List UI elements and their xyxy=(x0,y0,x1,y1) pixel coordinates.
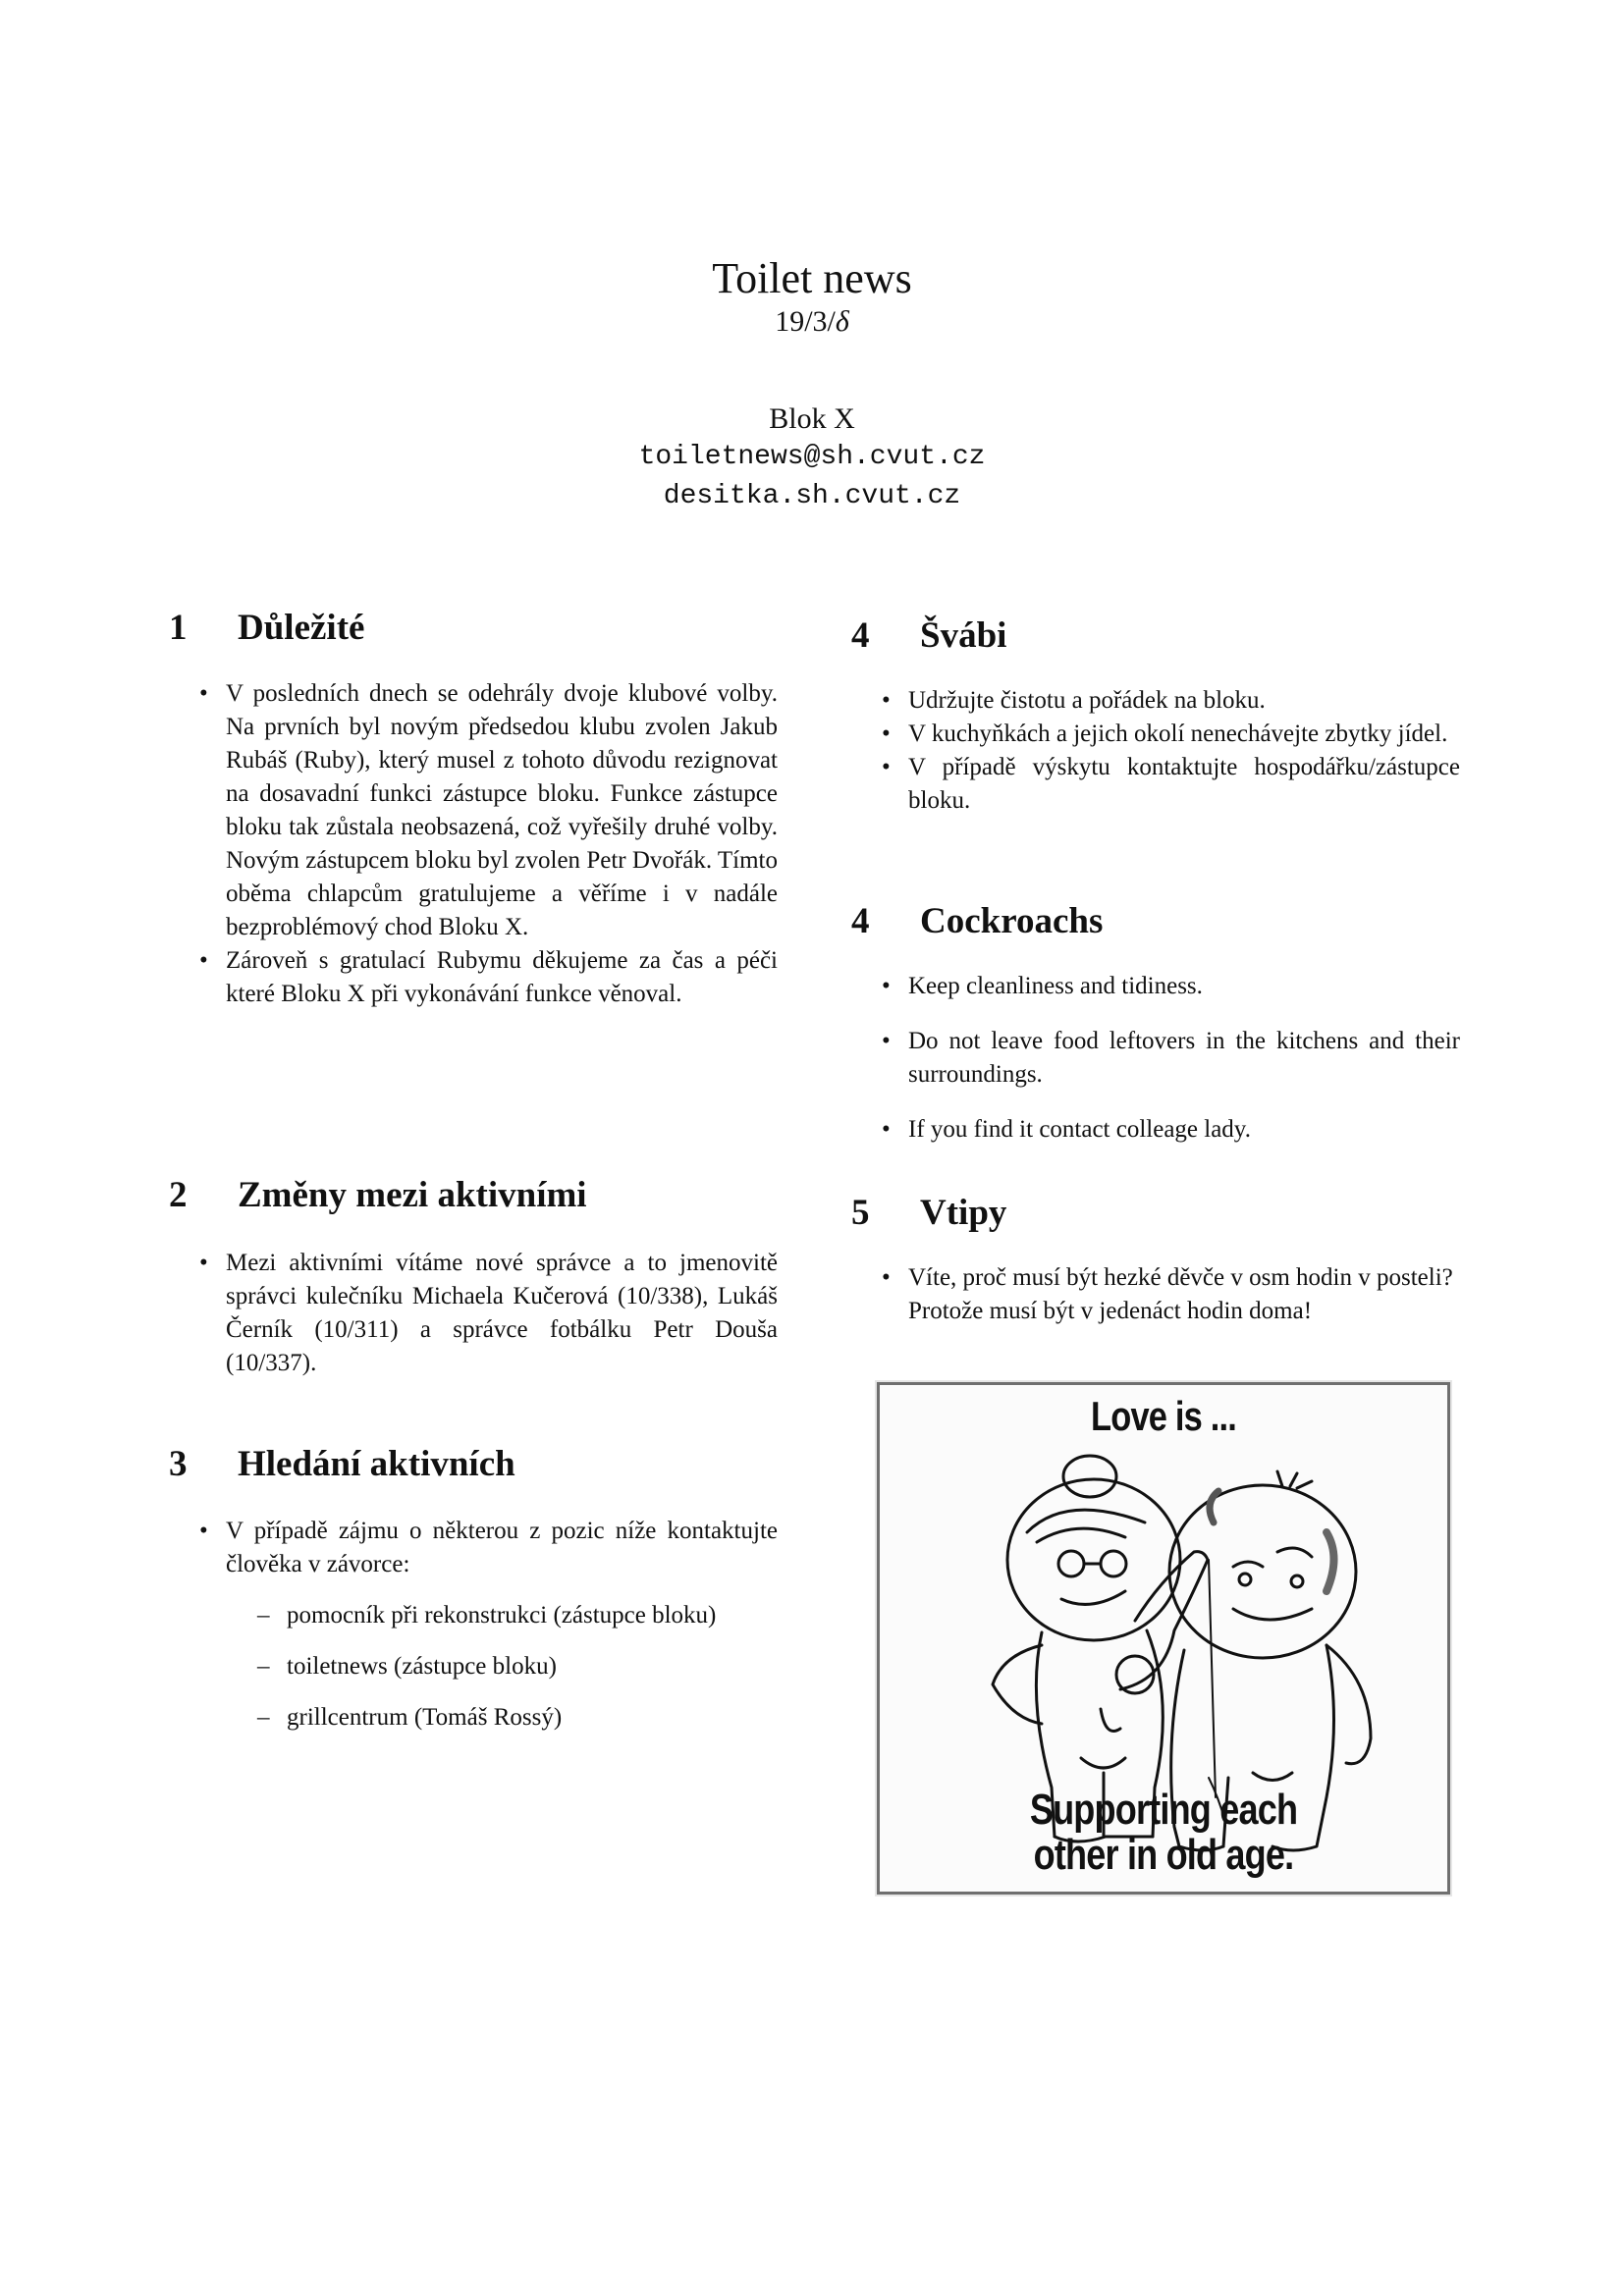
section-3-list xyxy=(169,1515,778,1752)
position-item xyxy=(257,1701,778,1735)
list-item xyxy=(169,1515,778,1735)
title-block xyxy=(0,253,1624,340)
list-item-text: Zároveň s gratulací Rubymu děkujeme za čas a péči které Bloku X při vykonávání funkce věnoval. xyxy=(226,947,778,1007)
list-item xyxy=(851,684,1460,718)
cartoon-caption-bottom xyxy=(931,1788,1396,1878)
section-4-en-list xyxy=(851,970,1460,1168)
list-item xyxy=(169,677,778,944)
list-item-text: V posledních dnech se odehrály dvoje klubové volby. Na prvních byl novým předsedou klubu zvolen Jakub Rubáš (Ruby), který musel z tohoto důvodu rezignovat na dosavadní funkci zástupce bloku. Funkce zástupce bloku tak zůstala neobsazená, což vyřešily druhé volby. Novým zástupcem bloku byl zvolen Petr Dvořák. Tímto oběma chlapcům gratulujeme a věříme i v nadále bezproblémový chod Bloku X. xyxy=(226,680,778,940)
bullet-icon: • xyxy=(882,1116,891,1143)
list-item xyxy=(851,718,1460,751)
list-item xyxy=(169,1247,778,1380)
section-title: Švábi xyxy=(920,615,1007,656)
love-is-cartoon-image xyxy=(877,1382,1450,1895)
position-text: pomocník při rekonstrukci (zástupce bloku) xyxy=(287,1602,717,1629)
section-1-list xyxy=(169,677,778,1011)
author-block xyxy=(0,400,1624,516)
dash-icon: – xyxy=(257,1602,270,1629)
section-title: Změny mezi aktivními xyxy=(238,1175,587,1215)
section-heading-zmeny xyxy=(169,1174,797,1217)
list-item-text: Mezi aktivními vítáme nové správce a to jmenovitě správci kulečníku Michaela Kučerová (10/338), Lukáš Černík (10/311) a správce fotbálku Petr Douša (10/337). xyxy=(226,1250,778,1376)
section-title: Důležité xyxy=(238,608,365,648)
section-title: Cockroachs xyxy=(920,901,1104,941)
position-text: grillcentrum (Tomáš Rossý) xyxy=(287,1704,563,1731)
list-item xyxy=(851,1025,1460,1092)
list-item xyxy=(851,970,1460,1003)
joke-answer: Protože musí být v jedenáct hodin doma! xyxy=(908,1298,1313,1324)
woman-head xyxy=(1007,1479,1180,1640)
bullet-icon: • xyxy=(882,1028,891,1054)
section-number: 4 xyxy=(851,615,870,656)
section-title: Hledání aktivních xyxy=(238,1444,515,1484)
section-number: 5 xyxy=(851,1193,870,1233)
bullet-icon: • xyxy=(199,947,208,974)
date-text: 19/3/ xyxy=(775,305,836,338)
section-heading-hledani xyxy=(169,1443,797,1486)
section-number: 2 xyxy=(169,1175,188,1215)
joke-question: Víte, proč musí být hezké děvče v osm hodin v posteli? xyxy=(908,1264,1453,1291)
section-heading-vtipy xyxy=(851,1192,1480,1235)
position-item xyxy=(257,1650,778,1683)
author: Blok X xyxy=(769,402,855,435)
dash-icon: – xyxy=(257,1704,270,1731)
section-5-list xyxy=(851,1261,1460,1328)
list-item-text: V kuchyňkách a jejich okolí nenechávejte zbytky jídel. xyxy=(908,721,1448,747)
list-item-text: Do not leave food leftovers in the kitchens and their surroundings. xyxy=(908,1028,1460,1088)
section-number: 4 xyxy=(851,901,870,941)
bullet-icon: • xyxy=(882,721,891,747)
document-title: Toilet news xyxy=(712,254,912,302)
man-head xyxy=(1169,1485,1356,1658)
bullet-icon: • xyxy=(199,1518,208,1544)
bullet-icon: • xyxy=(199,680,208,707)
website-link[interactable]: desitka.sh.cvut.cz xyxy=(663,481,961,511)
section-title: Vtipy xyxy=(920,1193,1007,1233)
list-item-text: V případě výskytu kontaktujte hospodářku/zástupce bloku. xyxy=(908,754,1460,814)
section-number: 3 xyxy=(169,1444,188,1484)
bullet-icon: • xyxy=(882,1264,891,1291)
bullet-icon: • xyxy=(882,687,891,714)
cartoon-caption-top: Love is ... xyxy=(1091,1393,1236,1439)
bullet-icon: • xyxy=(199,1250,208,1276)
cartoon-caption-line-2: other in old age. xyxy=(1033,1831,1294,1879)
cartoon-caption-line-1: Supporting each xyxy=(1029,1786,1298,1834)
list-item-text: Keep cleanliness and tidiness. xyxy=(908,973,1203,999)
position-item xyxy=(257,1599,778,1632)
woman-hair-bun xyxy=(1063,1456,1116,1497)
list-item xyxy=(851,1261,1460,1328)
email-link[interactable]: toiletnews@sh.cvut.cz xyxy=(638,442,986,472)
section-heading-cockroachs xyxy=(851,900,1480,943)
bullet-icon: • xyxy=(882,973,891,999)
section-heading-dulezite xyxy=(169,607,797,650)
section-2-list xyxy=(169,1247,778,1380)
section-heading-svabi xyxy=(851,614,1480,658)
list-item-text: V případě zájmu o některou z pozic níže kontaktujte člověka v závorce: xyxy=(226,1518,778,1577)
date-symbol: δ xyxy=(835,305,849,338)
bullet-icon: • xyxy=(882,754,891,780)
position-text: toiletnews (zástupce bloku) xyxy=(287,1653,557,1680)
section-4-cz-list xyxy=(851,684,1460,818)
list-item xyxy=(851,751,1460,818)
list-item xyxy=(169,944,778,1011)
positions-list xyxy=(226,1599,778,1735)
document-date xyxy=(0,304,1624,340)
list-item-text: Udržujte čistotu a pořádek na bloku. xyxy=(908,687,1266,714)
section-number: 1 xyxy=(169,608,188,648)
list-item-text: If you find it contact colleage lady. xyxy=(908,1116,1251,1143)
dash-icon: – xyxy=(257,1653,270,1680)
list-item xyxy=(851,1113,1460,1147)
